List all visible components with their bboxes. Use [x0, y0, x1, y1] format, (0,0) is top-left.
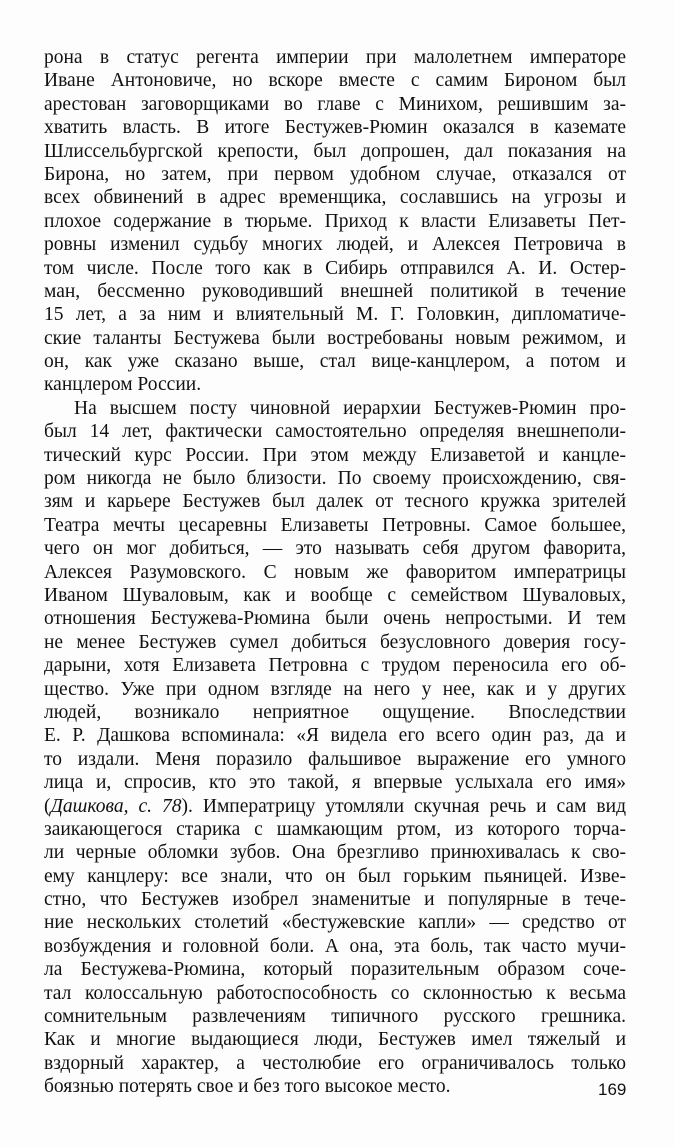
page-body: [44, 46, 626, 1099]
citation-open: (: [44, 795, 51, 817]
text-line: стно, что Бестужев изобрел знаменитые и популярные в тече-: [44, 889, 626, 911]
text-line: ром никогда не было близости. По своему происхождению, свя-: [44, 468, 626, 490]
text-line: Алексея Разумовского. С новым же фаворитом императрицы: [44, 561, 626, 583]
text-line: Как и многие выдающиеся люди, Бестужев имел тяжелый и: [44, 1029, 626, 1051]
text-line: тический курс России. При этом между Елизаветой и канцле-: [44, 444, 626, 466]
text-line: ман, бессменно руководивший внешней политикой в течение: [44, 280, 626, 302]
text-line: Е. Р. Дашкова вспоминала: «Я видела его всего один раз, да и: [44, 725, 626, 747]
page-number: 169: [598, 1080, 627, 1099]
text-line: был 14 лет, фактически самостоятельно определяя внешнеполи-: [44, 421, 626, 443]
text-line: плохое содержание в тюрьме. Приход к власти Елизаветы Пет-: [44, 210, 626, 232]
text-line: 15 лет, а за ним и влиятельный М. Г. Головкин, дипломатиче-: [44, 304, 626, 326]
text-line: ли черные обломки зубов. Она брезгливо принюхивалась к сво-: [44, 842, 626, 864]
text-line: том числе. После того как в Сибирь отправился А. И. Остер-: [44, 257, 626, 279]
text-line: то издали. Меня поразило фальшивое выражение его умного: [44, 748, 626, 770]
text-line: людей, возникало неприятное ощущение. Впоследствии: [44, 701, 626, 723]
text-line: ему канцлеру: все знали, что он был горьким пьяницей. Изве-: [44, 865, 626, 887]
text-line: ла Бестужева-Рюмина, который поразительным образом соче-: [44, 959, 626, 981]
text-line: Бирона, но затем, при первом удобном случае, отказался от: [44, 163, 626, 185]
text-line: вздорный характер, а честолюбие его ограничивалось только: [44, 1052, 626, 1074]
text-line: Театра мечты цесаревны Елизаветы Петровны. Самое большее,: [44, 514, 626, 536]
citation-rest: ). Императрицу утомляли скучная речь и сам вид: [181, 795, 626, 817]
text-line: зям и карьере Бестужев был далек от тесного кружка зрителей: [44, 491, 626, 513]
text-line: возбуждения и головной боли. А она, эта боль, так часто мучи-: [44, 935, 626, 957]
text-line: Иване Антоновиче, но вскоре вместе с самим Бироном был: [44, 70, 626, 92]
text-line: ние нескольких столетий «бестужевские капли» — средство от: [44, 912, 626, 934]
text-line: боязнью потерять свое и без того высокое место.: [44, 1076, 451, 1098]
text-line: арестован заговорщиками во главе с Минихом, решившим за-: [44, 93, 626, 115]
text-line: щество. Уже при одном взгляде на него у нее, как и у других: [44, 678, 626, 700]
text-line: заикающегося старика с шамкающим ртом, из которого торча-: [44, 818, 626, 840]
text-line: он, как уже сказано выше, стал вице-канцлером, а потом и: [44, 351, 626, 373]
text-line: отношения Бестужева-Рюмина были очень непростыми. И тем: [44, 608, 626, 630]
text-line: сомнительным развлечениям типичного русского грешника.: [44, 1006, 626, 1028]
paragraph-2: [44, 397, 626, 1099]
text-line: тал колоссальную работоспособность со склонностью к весьма: [44, 982, 626, 1004]
text-line: Иваном Шуваловым, как и вообще с семейством Шуваловых,: [44, 584, 626, 606]
text-line: ские таланты Бестужева были востребованы новым режимом, и: [44, 327, 626, 349]
paragraph-1: [44, 46, 626, 397]
text-line: чего он мог добиться, — это называть себя другом фаворита,: [44, 538, 626, 560]
text-line: рона в статус регента империи при малолетнем императоре: [44, 47, 626, 68]
text-line: ровны изменил судьбу многих людей, и Алексея Петровича в: [44, 234, 626, 256]
text-line: Шлиссельбургской крепости, был допрошен, дал показания на: [44, 140, 626, 162]
text-line: лица и, спросив, кто это такой, я впервые услыхала его имя»: [44, 772, 626, 794]
text-line: дарыни, хотя Елизавета Петровна с трудом переносила его об-: [44, 655, 626, 677]
text-line: хватить власть. В итоге Бестужев-Рюмин оказался в каземате: [44, 117, 626, 139]
text-line: всех обвинений в адрес временщика, сославшись на угрозы и: [44, 187, 626, 209]
text-line: канцлером России.: [44, 374, 202, 396]
text-line: На высшем посту чиновной иерархии Бестужев-Рюмин про-: [74, 397, 626, 419]
text-line: не менее Бестужев сумел добиться безусловного доверия госу-: [44, 631, 626, 653]
text-line-citation: [44, 795, 626, 818]
citation-reference: Дашкова, с. 78: [50, 795, 182, 817]
